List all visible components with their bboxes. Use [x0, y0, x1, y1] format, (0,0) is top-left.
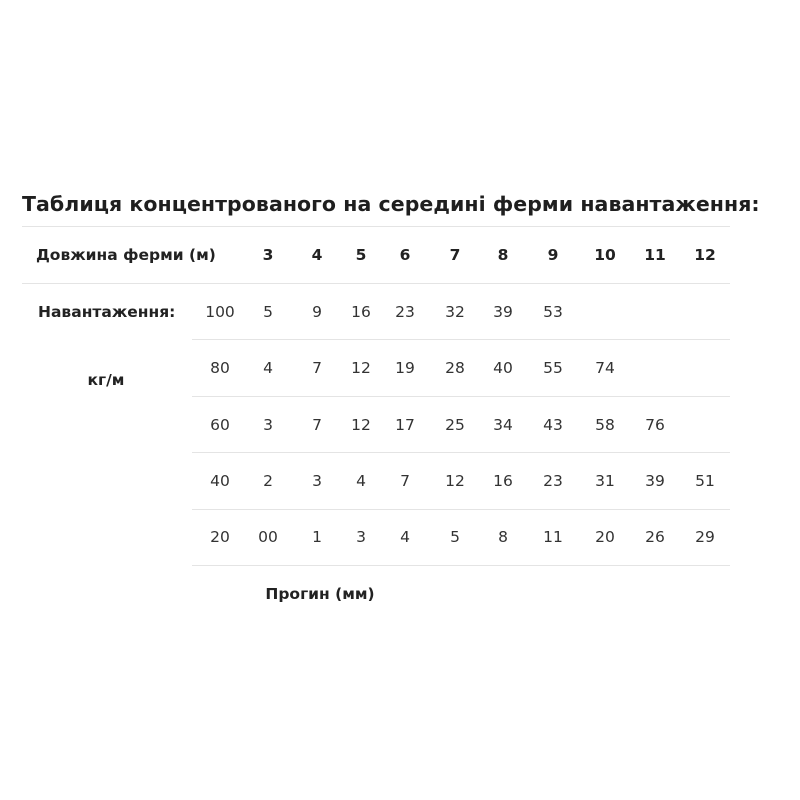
deflection-value: 43	[543, 416, 563, 434]
deflection-value: 00	[258, 528, 278, 546]
deflection-value: 11	[543, 528, 563, 546]
deflection-value: 1	[312, 528, 322, 546]
deflection-value: 20	[595, 528, 615, 546]
deflection-value: 40	[493, 359, 513, 377]
deflection-value: 19	[395, 359, 415, 377]
deflection-value: 25	[445, 416, 465, 434]
deflection-value: 51	[695, 472, 715, 490]
header-length-8: 8	[497, 246, 509, 264]
deflection-value: 23	[395, 303, 415, 321]
deflection-value: 17	[395, 416, 415, 434]
deflection-value: 4	[263, 359, 273, 377]
load-value: 60	[210, 416, 230, 434]
header-length-7: 7	[449, 246, 461, 264]
deflection-value: 8	[498, 528, 508, 546]
header-length-5: 5	[355, 246, 367, 264]
deflection-value: 26	[645, 528, 665, 546]
deflection-value: 7	[312, 416, 322, 434]
deflection-value: 3	[263, 416, 273, 434]
deflection-value: 34	[493, 416, 513, 434]
deflection-value: 4	[400, 528, 410, 546]
deflection-value: 3	[356, 528, 366, 546]
row-divider	[192, 509, 730, 510]
deflection-value: 16	[493, 472, 513, 490]
deflection-value: 12	[351, 416, 371, 434]
deflection-axis-label: Прогин (мм)	[265, 585, 375, 603]
header-length-4: 4	[311, 246, 323, 264]
deflection-value: 16	[351, 303, 371, 321]
deflection-value: 23	[543, 472, 563, 490]
header-length-9: 9	[547, 246, 559, 264]
deflection-value: 32	[445, 303, 465, 321]
deflection-value: 39	[645, 472, 665, 490]
deflection-value: 9	[312, 303, 322, 321]
row-divider	[192, 452, 730, 453]
deflection-value: 4	[356, 472, 366, 490]
load-label: Навантаження:	[38, 303, 176, 321]
header-length-3: 3	[262, 246, 274, 264]
deflection-value: 31	[595, 472, 615, 490]
deflection-value: 28	[445, 359, 465, 377]
deflection-value: 7	[400, 472, 410, 490]
row-divider	[192, 565, 730, 566]
deflection-value: 29	[695, 528, 715, 546]
deflection-value: 58	[595, 416, 615, 434]
deflection-value: 5	[263, 303, 273, 321]
deflection-value: 55	[543, 359, 563, 377]
deflection-value: 76	[645, 416, 665, 434]
deflection-value: 53	[543, 303, 563, 321]
deflection-value: 39	[493, 303, 513, 321]
row-divider	[192, 396, 730, 397]
deflection-value: 5	[450, 528, 460, 546]
header-length-6: 6	[399, 246, 411, 264]
deflection-value: 74	[595, 359, 615, 377]
deflection-value: 7	[312, 359, 322, 377]
row-divider	[22, 283, 730, 284]
row-divider	[192, 339, 730, 340]
load-unit-label: кг/м	[87, 371, 125, 389]
row-divider	[22, 226, 730, 227]
header-length-label: Довжина ферми (м)	[36, 246, 216, 264]
header-length-11: 11	[644, 246, 666, 264]
deflection-value: 12	[351, 359, 371, 377]
deflection-value: 2	[263, 472, 273, 490]
load-value: 40	[210, 472, 230, 490]
load-value: 100	[205, 303, 235, 321]
page-title: Таблиця концентрованого на середині ферми навантаження:	[22, 192, 760, 216]
deflection-value: 3	[312, 472, 322, 490]
header-length-12: 12	[694, 246, 716, 264]
load-value: 80	[210, 359, 230, 377]
load-value: 20	[210, 528, 230, 546]
header-length-10: 10	[594, 246, 616, 264]
deflection-value: 12	[445, 472, 465, 490]
